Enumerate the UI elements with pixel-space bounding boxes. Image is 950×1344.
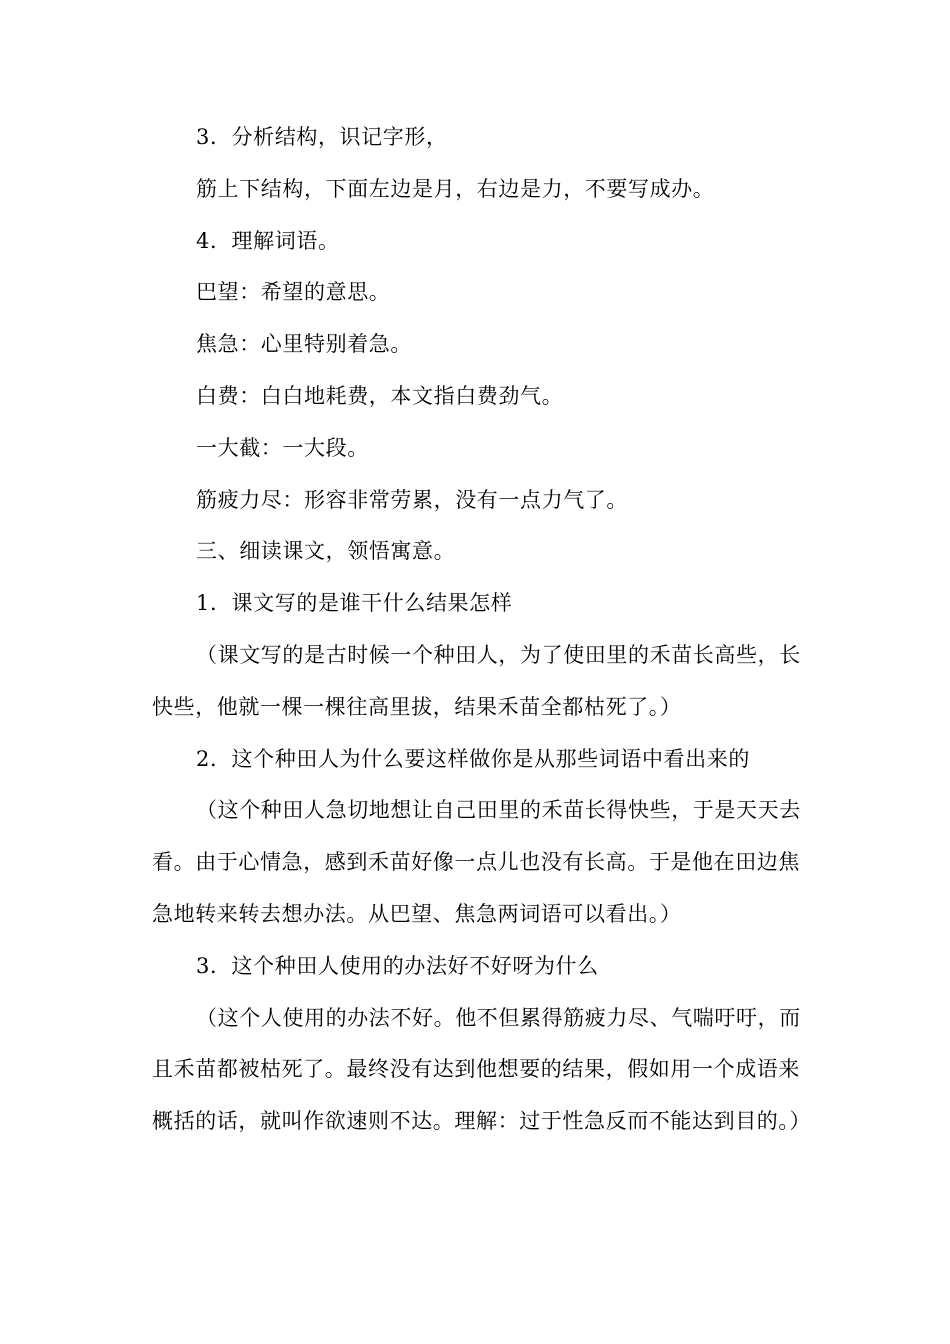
step-4-heading: 4．理解词语。 <box>196 228 340 253</box>
character-structure-note: 筋上下结构，下面左边是月，右边是力，不要写成办。 <box>196 176 715 201</box>
answer-3: （这个人使用的办法不好。他不但累得筋疲力尽、气喘吁吁，而且禾苗都被枯死了。最终没有达到他想要的结果，假如用一个成语来概括的话，就叫作欲速则不达。理解：过于性急反而不能达到目的。） <box>152 1005 812 1134</box>
question-3: 3．这个种田人使用的办法好不好呀为什么 <box>196 953 599 978</box>
answer-2: （这个种田人急切地想让自己田里的禾苗长得快些，于是天天去看。由于心情急，感到禾苗好像一点儿也没有长高。于是他在田边焦急地转来转去想办法。从巴望、焦急两词语可以看出。） <box>152 798 801 926</box>
vocab-item-baifei: 白费：白白地耗费，本文指白费劲气。 <box>196 383 564 408</box>
vocab-item-jiaoji: 焦急：心里特别着急。 <box>196 332 412 357</box>
vocab-item-jinpilijin: 筋疲力尽：形容非常劳累，没有一点力气了。 <box>196 487 628 512</box>
vocab-item-yidajie: 一大截：一大段。 <box>196 435 369 460</box>
question-2: 2．这个种田人为什么要这样做你是从那些词语中看出来的 <box>196 746 750 771</box>
answer-1: （课文写的是古时候一个种田人，为了使田里的禾苗长高些，长快些，他就一棵一棵往高里拔，结果禾苗全都枯死了。） <box>152 642 801 719</box>
question-1: 1．课文写的是谁干什么结果怎样 <box>196 591 513 616</box>
step-3-heading: 3．分析结构，识记字形， <box>196 125 448 149</box>
vocab-item-bawang: 巴望：希望的意思。 <box>196 280 391 305</box>
document-body <box>152 112 812 1148</box>
section-3-heading: 三、细读课文，领悟寓意。 <box>196 539 456 564</box>
